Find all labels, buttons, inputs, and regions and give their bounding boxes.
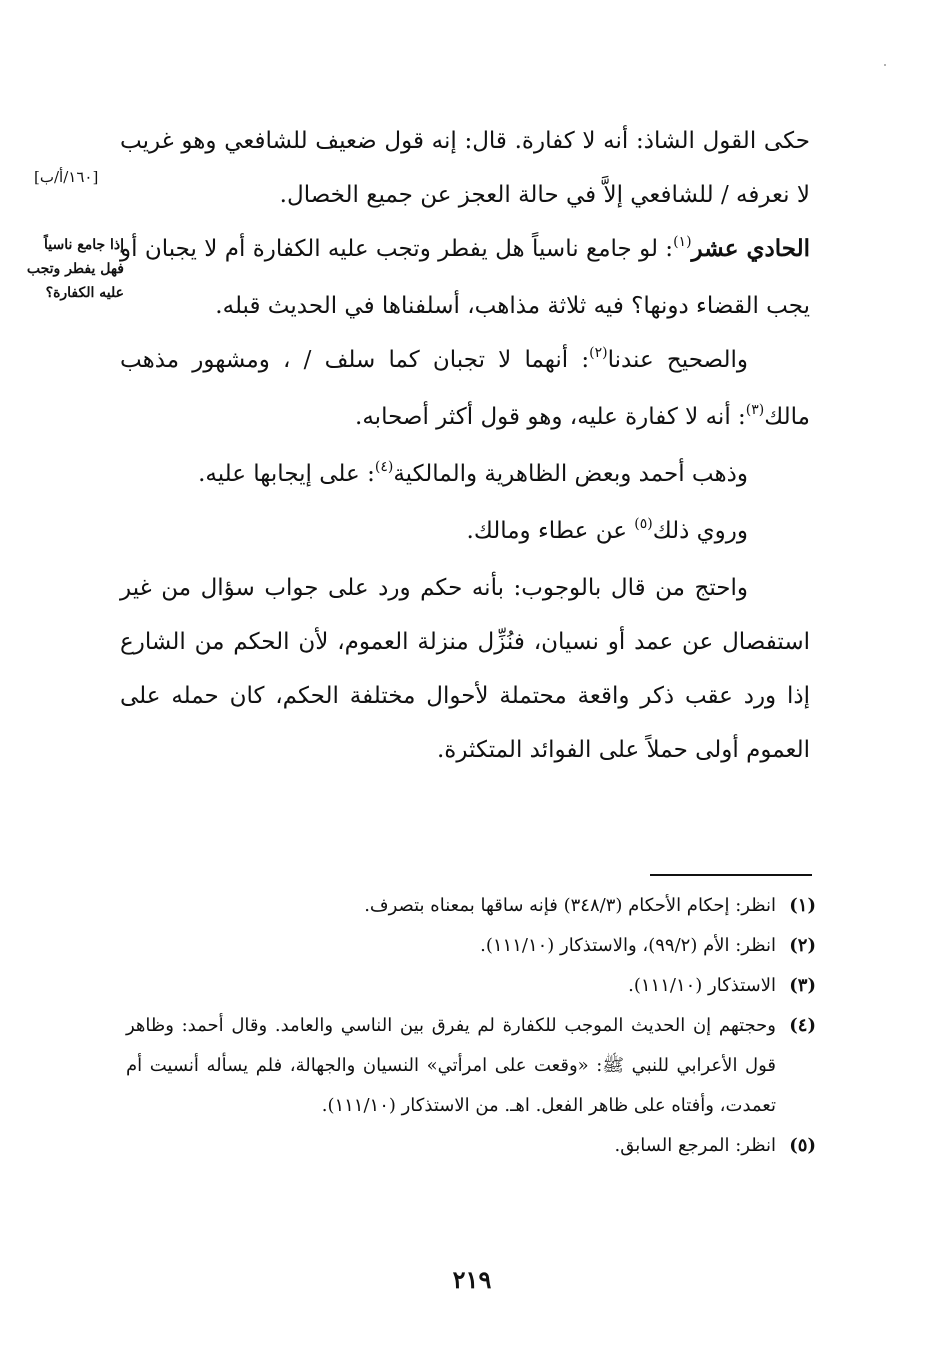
footnote-number: (١) [789, 895, 816, 916]
main-text [120, 114, 810, 777]
paragraph-6: واحتج من قال بالوجوب: بأنه حكم ورد على جواب سؤال من غير استفصال عن عمد أو نسيان، فنُزِّل منزلة العموم، لأن الحكم من الشارع إذا ورد عقب ذكر واقعة محتملة لأحوال مختلفة الحكم، كان حمله على العموم أولى حملاً على الفوائد المتكثرة. [120, 575, 810, 763]
footnote-5 [126, 1126, 816, 1166]
paragraph-5 [120, 504, 810, 561]
page-number: ٢١٩ [452, 1265, 492, 1294]
paragraph-2-text: : لو جامع ناسياً هل يفطر وتجب عليه الكفارة أم لا يجبان أو يجب القضاء دونها؟ فيه ثلاثة مذاهب، أسلفناها في الحديث قبله. [120, 236, 810, 319]
footnote-number: (٥) [789, 1135, 816, 1156]
paragraph-2 [120, 222, 810, 333]
footnote-number: (٣) [789, 975, 816, 996]
footnote-mark-4: (٤) [374, 459, 394, 475]
paragraph-4 [120, 447, 810, 504]
footnote-text: انظر: إحكام الأحكام (٣٤٨/٣) فإنه ساقها بمعناه بتصرف. [364, 895, 776, 916]
footnote-3 [126, 966, 816, 1006]
paragraph-4-b: : على إيجابها عليه. [198, 461, 375, 487]
footnote-4 [126, 1006, 816, 1126]
footnotes [126, 886, 816, 1166]
paragraph-5-b: عن عطاء ومالك. [466, 518, 635, 544]
paragraph-3-a: والصحيح عندنا [607, 347, 748, 373]
footnote-mark-1: (١) [673, 234, 692, 250]
footnote-mark-3: (٣) [745, 402, 765, 418]
footnote-2 [126, 926, 816, 966]
footnote-separator [650, 874, 812, 876]
footnote-mark-5: (٥) [634, 516, 653, 532]
paragraph-3-c: : أنه لا كفارة عليه، وهو قول أكثر أصحابه. [355, 404, 746, 430]
footnote-text: وحجتهم إن الحديث الموجب للكفارة لم يفرق بين الناسي والعامد. وقال أحمد: وظاهر قول الأعرابي للنبي ﷺ: «وقعت على امرأتي» النسيان والجهالة، فلم يسأله أنسيت أم تعمدت، وأفتاه على ظاهر الفعل. اهـ. من الاستذكار (١١١/١٠). [126, 1015, 776, 1116]
footnote-text: انظر: المرجع السابق. [614, 1135, 776, 1156]
footnote-1 [126, 886, 816, 926]
paragraph-4-a: وذهب أحمد وبعض الظاهرية والمالكية [393, 461, 748, 487]
paragraph-1: حكى القول الشاذ: أنه لا كفارة. قال: إنه قول ضعيف للشافعي وهو غريب لا نعرفه / للشافعي إلاَّ في حالة العجز عن جميع الخصال. [120, 128, 810, 208]
footnote-number: (٤) [789, 1015, 816, 1036]
margin-note: إذا جامع ناسياً فهل يفطر وتجب عليه الكفارة؟ [26, 237, 124, 301]
manuscript-folio-ref: [١٦٠/أ/ب] [34, 168, 99, 186]
footnote-text: الاستذكار (١١١/١٠). [628, 975, 776, 996]
paragraph-2-lead: الحادي عشر [691, 235, 810, 262]
paragraph-3 [120, 333, 810, 447]
footnote-text: انظر: الأم (٩٩/٢)، والاستذكار (١١١/١٠). [480, 935, 776, 956]
footnote-number: (٢) [789, 935, 816, 956]
paragraph-5-a: وروي ذلك [652, 518, 748, 544]
footnote-mark-2: (٢) [589, 345, 608, 361]
scan-speck [884, 64, 886, 66]
paragraph-3-b: : أنهما لا تجبان كما سلف / ، ومشهور مذهب مالك [120, 347, 810, 430]
